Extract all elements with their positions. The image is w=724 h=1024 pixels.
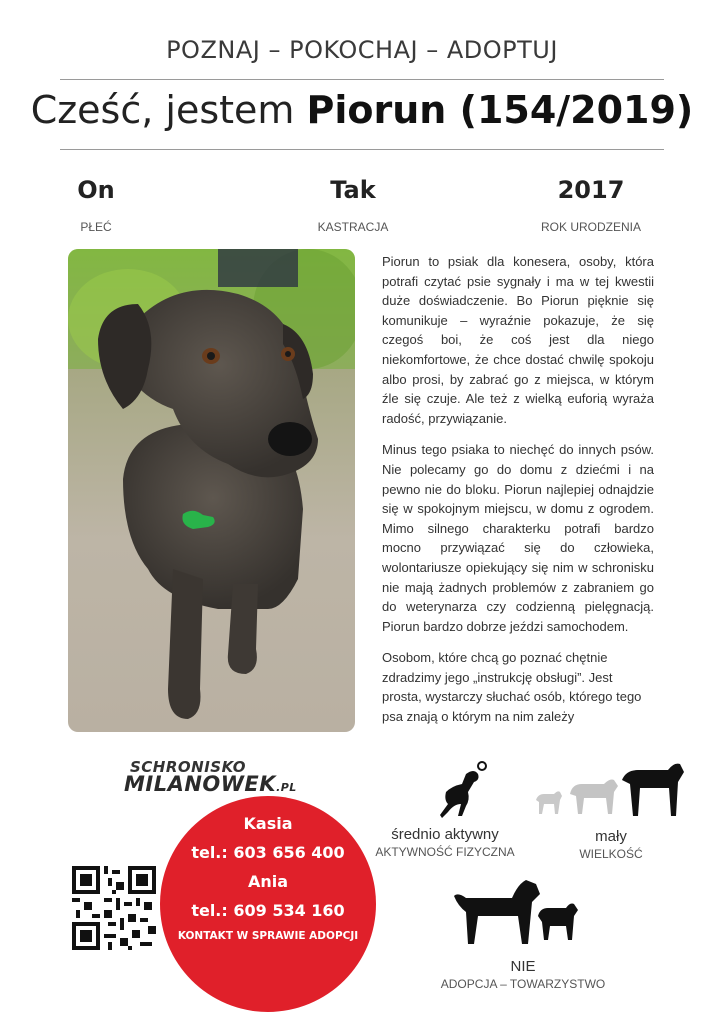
stat-value: Tak — [330, 176, 376, 204]
jumping-dog-icon — [436, 760, 492, 820]
size-label: WIELKOŚĆ — [579, 847, 643, 861]
activity-attribute — [370, 826, 520, 859]
companionship-attribute — [430, 958, 616, 991]
contact-circle — [160, 796, 376, 1012]
logo-name: MILANOWEK — [124, 772, 277, 796]
logo-suffix: .PL — [276, 781, 297, 794]
contact-phone-2: tel.: 609 534 160 — [191, 901, 345, 920]
title-divider — [60, 149, 664, 150]
stat-label: PŁEĆ — [80, 220, 112, 234]
top-divider — [60, 79, 664, 80]
tagline: POZNAJ – POKOCHAJ – ADOPTUJ — [166, 36, 558, 64]
activity-label: AKTYWNOŚĆ FIZYCZNA — [375, 845, 515, 859]
dog-sizes-icon — [532, 760, 692, 820]
stat-birth-year — [501, 176, 681, 234]
title-prefix: Cześć, jestem — [30, 88, 295, 132]
stat-label: KASTRACJA — [317, 220, 389, 234]
stat-sex — [6, 176, 186, 234]
description — [382, 252, 654, 739]
stat-label: ROK URODZENIA — [540, 220, 641, 234]
contact-caption: KONTAKT W SPRAWIE ADOPCJI — [177, 930, 359, 942]
shelter-logo — [124, 758, 324, 798]
companionship-label: ADOPCJA – TOWARZYSTWO — [440, 977, 606, 991]
logo-line1: SCHRONISKO — [130, 758, 247, 776]
description-paragraph: Minus tego psiaka to niechęć do innych psów. Nie polecamy go do domu z dziećmi i na pewno nie do bloku. Piorun najlepiej odnajdzie się w spokojnym miejscu, w domu z ogrodem. Mimo silnego charakterku potrafi bardzo mocno przywiązać się do człowieka, wolontariusze opiekujący się nim w schronisku nie mają żadnych problemów z zabraniem go do weterynarza czy codzienną pielęgnacją. Piorun bardzo dobrze jeździ samochodem. — [382, 442, 654, 634]
contact-phone-1: tel.: 603 656 400 — [191, 843, 345, 862]
page-title — [0, 88, 724, 132]
logo-line2 — [124, 772, 297, 796]
stat-castration — [263, 176, 443, 234]
dog-photo — [68, 249, 355, 732]
companionship-value: NIE — [510, 958, 536, 975]
activity-value: średnio aktywny — [391, 826, 499, 843]
qr-code-icon — [72, 866, 156, 950]
contact-name-2: Ania — [247, 872, 289, 891]
stat-value: 2017 — [557, 176, 625, 204]
contact-name-1: Kasia — [243, 814, 293, 833]
description-paragraph: Osobom, które chcą go poznać chętnie zdradzimy jego „instrukcję obsługi”. Jest prosta, wystarczy słuchać osób, którego tego psa znają o którym na nim zależy — [382, 650, 642, 725]
dog-name: Piorun (154/2019) — [306, 88, 694, 132]
stat-value: On — [77, 176, 115, 204]
size-attribute — [536, 828, 686, 861]
two-dogs-icon — [452, 874, 584, 946]
size-value: mały — [595, 828, 627, 845]
description-paragraph: Piorun to psiak dla konesera, osoby, która potrafi czytać psie sygnały i ma w tej kwestii duże doświadczenie. Bo Piorun pięknie się komunikuje – wyraźnie pokazuje, że się czegoś boi, że coś jest dla niego niekomfortowe, że chce dostać chwilę spokoju albo prosi, by zabrać go z miejsca, w którym źle się czuje. Ale też z wielką euforią wyraża radość, przywiązanie. — [382, 254, 654, 426]
